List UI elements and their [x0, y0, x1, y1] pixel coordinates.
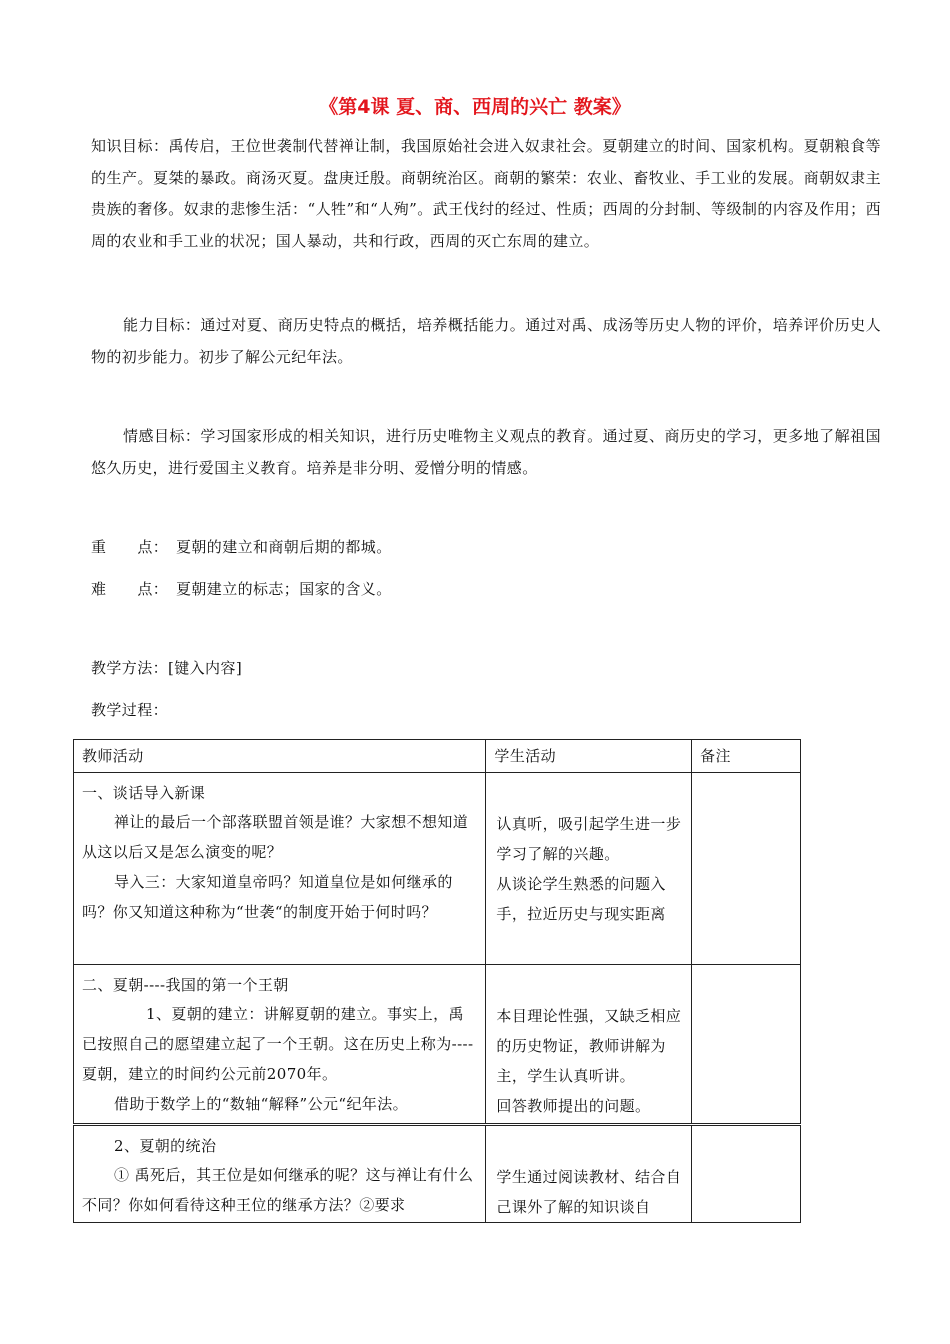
teacher-paragraph: 导入三：大家知道皇帝吗？知道皇位是如何继承的吗？你又知道这种称为“世袭“的制度开始于何时吗？: [82, 873, 453, 921]
teaching-process-table: [73, 739, 801, 1223]
table-header-row: [74, 740, 801, 773]
student-paragraph: 本目理论性强，又缺乏相应的历史物证，教师讲解为主，学生认真听讲。: [496, 1007, 682, 1085]
difficult-point: 夏朝建立的标志；国家的含义。: [176, 580, 392, 598]
student-paragraph: 回答教师提出的问题。: [496, 1097, 651, 1115]
student-cell: [486, 1125, 692, 1223]
key-point-label: 重 点：: [91, 538, 169, 556]
teacher-cell: [74, 965, 486, 1125]
row-heading: 一、谈话导入新课: [82, 784, 206, 802]
teacher-paragraph: 借助于数学上的“数轴“解释”公元“纪年法。: [114, 1095, 409, 1113]
teaching-process-label: 教学过程：: [91, 701, 169, 719]
header-notes: 备注: [692, 740, 801, 773]
table-row: [74, 965, 801, 1125]
header-student: 学生活动: [486, 740, 692, 773]
table-row: [74, 1125, 801, 1223]
row-heading: 二、夏朝----我国的第一个王朝: [82, 976, 289, 994]
notes-cell: [692, 965, 801, 1125]
student-paragraph: 从谈论学生熟悉的问题入手，拉近历史与现实距离: [496, 875, 666, 923]
teaching-method: 教学方法：[键入内容]: [91, 659, 243, 677]
teacher-paragraph: 禅让的最后一个部落联盟首领是谁？大家想不想知道从这以后又是怎么演变的呢？: [82, 813, 469, 861]
difficult-point-label: 难 点：: [91, 580, 169, 598]
teacher-cell: [74, 773, 486, 965]
student-cell: [486, 965, 692, 1125]
student-paragraph: 认真听，吸引起学生进一步学习了解的兴趣。: [496, 815, 682, 863]
emotion-goal: 情感目标：学习国家形成的相关知识，进行历史唯物主义观点的教育。通过夏、商历史的学习，更多地了解祖国悠久历史，进行爱国主义教育。培养是非分明、爱憎分明的情感。: [91, 427, 881, 477]
key-point: 夏朝的建立和商朝后期的都城。: [176, 538, 392, 556]
ability-goal: 能力目标：通过对夏、商历史特点的概括，培养概括能力。通过对禹、成汤等历史人物的评价，培养评价历史人物的初步能力。初步了解公元纪年法。: [91, 316, 881, 366]
row-heading: 2、夏朝的统治: [114, 1137, 217, 1155]
header-teacher: 教师活动: [74, 740, 486, 773]
student-cell: [486, 773, 692, 965]
table-row: [74, 773, 801, 965]
knowledge-goal: 知识目标：禹传启，王位世袭制代替禅让制，我国原始社会进入奴隶社会。夏朝建立的时间、国家机构。夏朝粮食等的生产。夏桀的暴政。商汤灭夏。盘庚迁殷。商朝统治区。商朝的繁荣：农业、畜牧业、手工业的发展。商朝奴隶主贵族的奢侈。奴隶的悲惨生活：“人牲”和“人殉”。武王伐纣的经过、性质；西周的分封制、等级制的内容及作用；西周的农业和手工业的状况；国人暴动，共和行政，西周的灭亡东周的建立。: [91, 137, 881, 250]
notes-cell: [692, 1125, 801, 1223]
teacher-cell: [74, 1125, 486, 1223]
page-title: 《第4课 夏、商、西周的兴亡 教案》: [319, 96, 631, 118]
student-paragraph: 学生通过阅读教材、结合自己课外了解的知识谈自: [496, 1168, 682, 1216]
notes-cell: [692, 773, 801, 965]
teacher-paragraph: ① 禹死后，其王位是如何继承的呢？这与禅让有什么不同？你如何看待这种王位的继承方法？②要求: [82, 1166, 474, 1214]
teacher-paragraph: 1、夏朝的建立：讲解夏朝的建立。事实上，禹已按照自己的愿望建立起了一个王朝。这在历史上称为----夏朝，建立的时间约公元前2070年。: [82, 1005, 474, 1083]
